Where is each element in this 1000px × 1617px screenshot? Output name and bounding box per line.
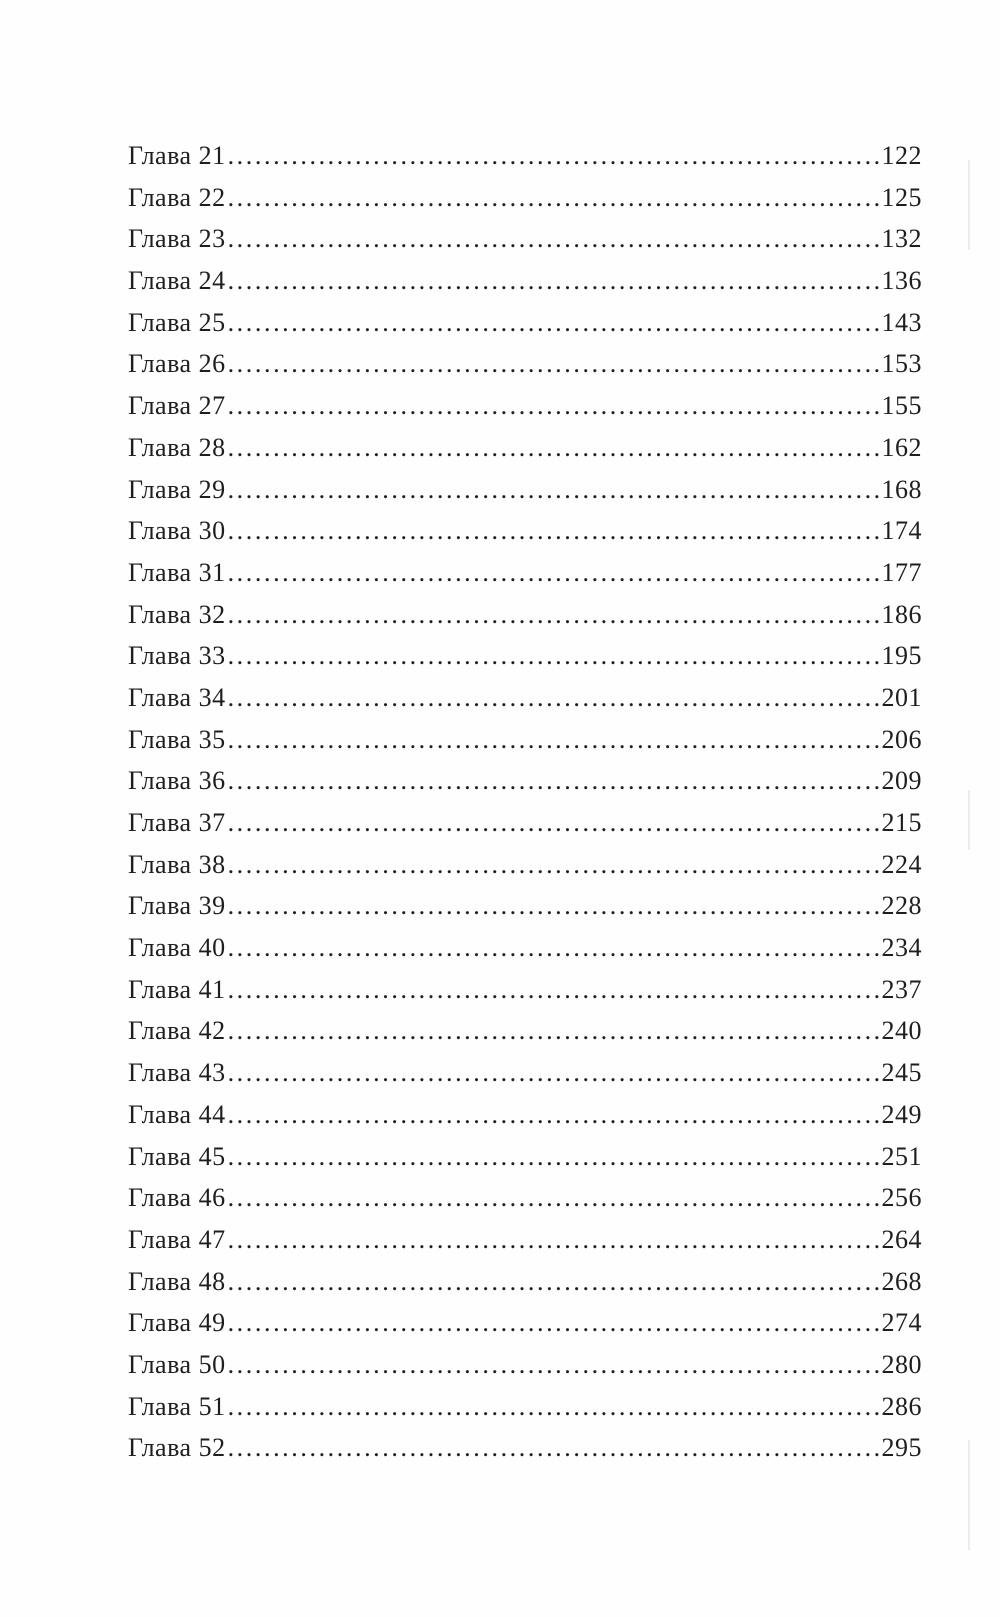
page-number: 177 (881, 557, 922, 587)
toc-entry (128, 850, 922, 892)
chapter-title: Глава 47 (128, 1224, 226, 1254)
chapter-title: Глава 35 (128, 724, 226, 754)
dot-leader (228, 891, 880, 921)
page-number: 256 (881, 1183, 922, 1213)
dot-leader (228, 1392, 880, 1422)
page-number: 136 (881, 266, 922, 296)
toc-entry (128, 1142, 922, 1184)
chapter-title: Глава 46 (128, 1183, 226, 1213)
chapter-title: Глава 36 (128, 766, 226, 796)
page-number: 206 (881, 724, 922, 754)
page-number: 295 (881, 1433, 922, 1463)
toc-entry (128, 1350, 922, 1392)
chapter-title: Глава 43 (128, 1058, 226, 1088)
table-of-contents (128, 141, 922, 1475)
dot-leader (228, 850, 880, 880)
toc-entry (128, 933, 922, 975)
dot-leader (228, 1142, 880, 1172)
page-number: 245 (881, 1058, 922, 1088)
dot-leader (228, 391, 880, 421)
chapter-title: Глава 31 (128, 557, 226, 587)
page-number: 125 (881, 182, 922, 212)
dot-leader (228, 1308, 880, 1338)
page-number: 251 (881, 1141, 922, 1171)
dot-leader (228, 641, 880, 671)
toc-entry (128, 975, 922, 1017)
page-number: 155 (881, 391, 922, 421)
chapter-title: Глава 39 (128, 891, 226, 921)
dot-leader (228, 475, 880, 505)
chapter-title: Глава 40 (128, 933, 226, 963)
page-number: 237 (881, 974, 922, 1004)
chapter-title: Глава 22 (128, 182, 226, 212)
page-number: 195 (881, 641, 922, 671)
toc-entry (128, 1433, 922, 1475)
page-number: 186 (881, 599, 922, 629)
toc-entry (128, 600, 922, 642)
scan-edge-mark (968, 160, 970, 250)
page-number: 168 (881, 474, 922, 504)
chapter-title: Глава 34 (128, 682, 226, 712)
toc-entry (128, 1100, 922, 1142)
dot-leader (228, 433, 880, 463)
dot-leader (228, 1225, 880, 1255)
toc-entry (128, 141, 922, 183)
chapter-title: Глава 25 (128, 307, 226, 337)
scan-edge-mark (968, 790, 970, 850)
page-number: 286 (881, 1391, 922, 1421)
toc-entry (128, 808, 922, 850)
chapter-title: Глава 24 (128, 266, 226, 296)
toc-entry (128, 308, 922, 350)
chapter-title: Глава 21 (128, 141, 226, 170)
dot-leader (228, 808, 880, 838)
toc-entry (128, 266, 922, 308)
toc-entry (128, 516, 922, 558)
toc-entry (128, 725, 922, 767)
toc-entry (128, 766, 922, 808)
toc-entry (128, 558, 922, 600)
toc-entry (128, 1392, 922, 1434)
dot-leader (228, 1058, 880, 1088)
chapter-title: Глава 42 (128, 1016, 226, 1046)
page-number: 240 (881, 1016, 922, 1046)
toc-entry (128, 1016, 922, 1058)
dot-leader (228, 308, 880, 338)
dot-leader (228, 1100, 880, 1130)
chapter-title: Глава 44 (128, 1099, 226, 1129)
toc-entry (128, 1267, 922, 1309)
page-number: 174 (881, 516, 922, 546)
page-number: 234 (881, 933, 922, 963)
chapter-title: Глава 32 (128, 599, 226, 629)
chapter-title: Глава 29 (128, 474, 226, 504)
dot-leader (228, 725, 880, 755)
page-number: 153 (881, 349, 922, 379)
page-number: 228 (881, 891, 922, 921)
chapter-title: Глава 33 (128, 641, 226, 671)
page-number: 143 (881, 307, 922, 337)
dot-leader (228, 975, 880, 1005)
dot-leader (228, 1350, 880, 1380)
page-number: 132 (881, 224, 922, 254)
toc-entry (128, 1308, 922, 1350)
page-number: 274 (881, 1308, 922, 1338)
toc-entry (128, 891, 922, 933)
dot-leader (228, 266, 880, 296)
dot-leader (228, 516, 880, 546)
page-number: 268 (881, 1266, 922, 1296)
dot-leader (228, 683, 880, 713)
chapter-title: Глава 48 (128, 1266, 226, 1296)
chapter-title: Глава 23 (128, 224, 226, 254)
toc-entry (128, 1058, 922, 1100)
chapter-title: Глава 50 (128, 1349, 226, 1379)
page-number: 264 (881, 1224, 922, 1254)
toc-entry (128, 641, 922, 683)
dot-leader (228, 141, 880, 171)
chapter-title: Глава 38 (128, 849, 226, 879)
dot-leader (228, 600, 880, 630)
page-number: 249 (881, 1099, 922, 1129)
toc-entry (128, 183, 922, 225)
page-number: 201 (881, 682, 922, 712)
dot-leader (228, 1433, 880, 1463)
chapter-title: Глава 28 (128, 432, 226, 462)
toc-entry (128, 349, 922, 391)
dot-leader (228, 558, 880, 588)
toc-entry (128, 433, 922, 475)
dot-leader (228, 766, 880, 796)
chapter-title: Глава 45 (128, 1141, 226, 1171)
page-number: 224 (881, 849, 922, 879)
dot-leader (228, 224, 880, 254)
toc-entry (128, 1225, 922, 1267)
page-number: 280 (881, 1349, 922, 1379)
chapter-title: Глава 49 (128, 1308, 226, 1338)
toc-entry (128, 391, 922, 433)
chapter-title: Глава 51 (128, 1391, 226, 1421)
page-number: 162 (881, 432, 922, 462)
chapter-title: Глава 26 (128, 349, 226, 379)
dot-leader (228, 183, 880, 213)
chapter-title: Глава 37 (128, 808, 226, 837)
toc-entry (128, 224, 922, 266)
page-number: 122 (881, 141, 922, 170)
chapter-title: Глава 52 (128, 1433, 226, 1463)
page-number: 215 (881, 808, 922, 837)
chapter-title: Глава 41 (128, 974, 226, 1004)
dot-leader (228, 933, 880, 963)
dot-leader (228, 1267, 880, 1297)
page-number: 209 (881, 766, 922, 796)
dot-leader (228, 1016, 880, 1046)
scan-edge-mark (968, 1440, 970, 1550)
chapter-title: Глава 27 (128, 391, 226, 421)
toc-entry (128, 1183, 922, 1225)
toc-entry (128, 475, 922, 517)
toc-entry (128, 683, 922, 725)
dot-leader (228, 349, 880, 379)
chapter-title: Глава 30 (128, 516, 226, 546)
dot-leader (228, 1183, 880, 1213)
